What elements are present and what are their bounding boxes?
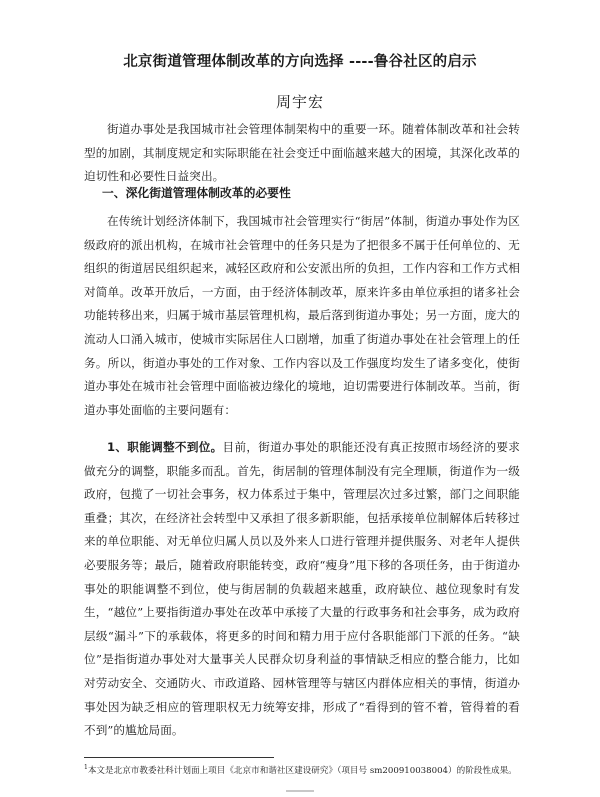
- numbered-item-lead: 1、职能调整不到位。: [107, 440, 223, 454]
- section-paragraph: 在传统计划经济体制下，我国城市社会管理实行“街居”体制，街道办事处作为区级政府的派出机构，在城市社会管理中的任务只是为了把很多不属于任何单位的、无组织的街道居民组织起来，减轻区政府和公安派出所的负担，工作内容和工作方式相对简单。改革开放后，一方面，由于经济体制改革，原来许多由单位承担的诸多社会功能转移出来，归属于城市基层管理机构，最后落到街道办事处；另一方面，庞大的流动人口涌入城市，使城市实际居住人口剧增，加重了街道办事处在社会管理上的任务。所以，街道办事处的工作对象、工作内容以及工作强度均发生了诸多变化，使街道办事处在城市社会管理中面临被边缘化的境地，迫切需要进行体制改革。当前，街道办事处面临的主要问题有：: [84, 214, 520, 417]
- author-name: 周宇宏: [275, 93, 324, 111]
- page-number-mark: [286, 790, 314, 792]
- intro-paragraph: 街道办事处是我国城市社会管理体制架构中的重要一环。随着体制改革和社会转型的加剧，其制度规定和实际职能在社会变迁中面临越来越大的困境，其深化改革的迫切性和必要性日益突出。: [84, 122, 520, 184]
- footnote-text: 本文是北京市教委社科计划面上项目《北京市和谐社区建设研究》（项目号 sm200910038004）的阶段性成果。: [87, 765, 517, 776]
- footnote-marker: 1: [84, 764, 88, 771]
- footnote-divider: [84, 757, 274, 758]
- footnote: [84, 761, 524, 778]
- numbered-item-body: 目前，街道办事处的职能还没有真正按照市场经济的要求做充分的调整，职能多而乱。首先，街居制的管理体制没有完全理顺，街道作为一级政府，包揽了一切社会事务，权力体系过于集中，管理层次过多过繁，部门之间职能重叠；其次，在经济社会转型中又承担了很多新职能，包括承接单位制解体后转移过来的单位职能、对无单位归属人员以及外来人口进行管理并提供服务、对老年人提供必要服务等；最后，随着政府职能转变，政府“瘦身”甩下移的各项任务，由于街道办事处的职能调整不到位，使与街居制的负载超来越重，政府缺位、越位现象时有发生，“越位”上要指街道办事处在改革中承接了大量的行政事务和社会事务，成为政府层级“漏斗”下的承载体，将更多的时间和精力用于应付各职能部门下派的任务。“缺位”是指街道办事处对大量事关人民群众切身利益的事情缺乏相应的整合能力，比如对劳动安全、交通防火、市政道路、园林管理等与辖区内群体应相关的事情，街道办事处因为缺乏相应的管理职权无力统筹安排，形成了“看得到的管不着，管得着的看不到”的尴尬局面。: [84, 440, 520, 738]
- numbered-item-paragraph: [84, 436, 520, 743]
- section-heading: 一、深化街道管理体制改革的必要性: [102, 186, 291, 200]
- paper-title: 北京街道管理体制改革的方向选择 ----鲁谷社区的启示: [123, 54, 477, 70]
